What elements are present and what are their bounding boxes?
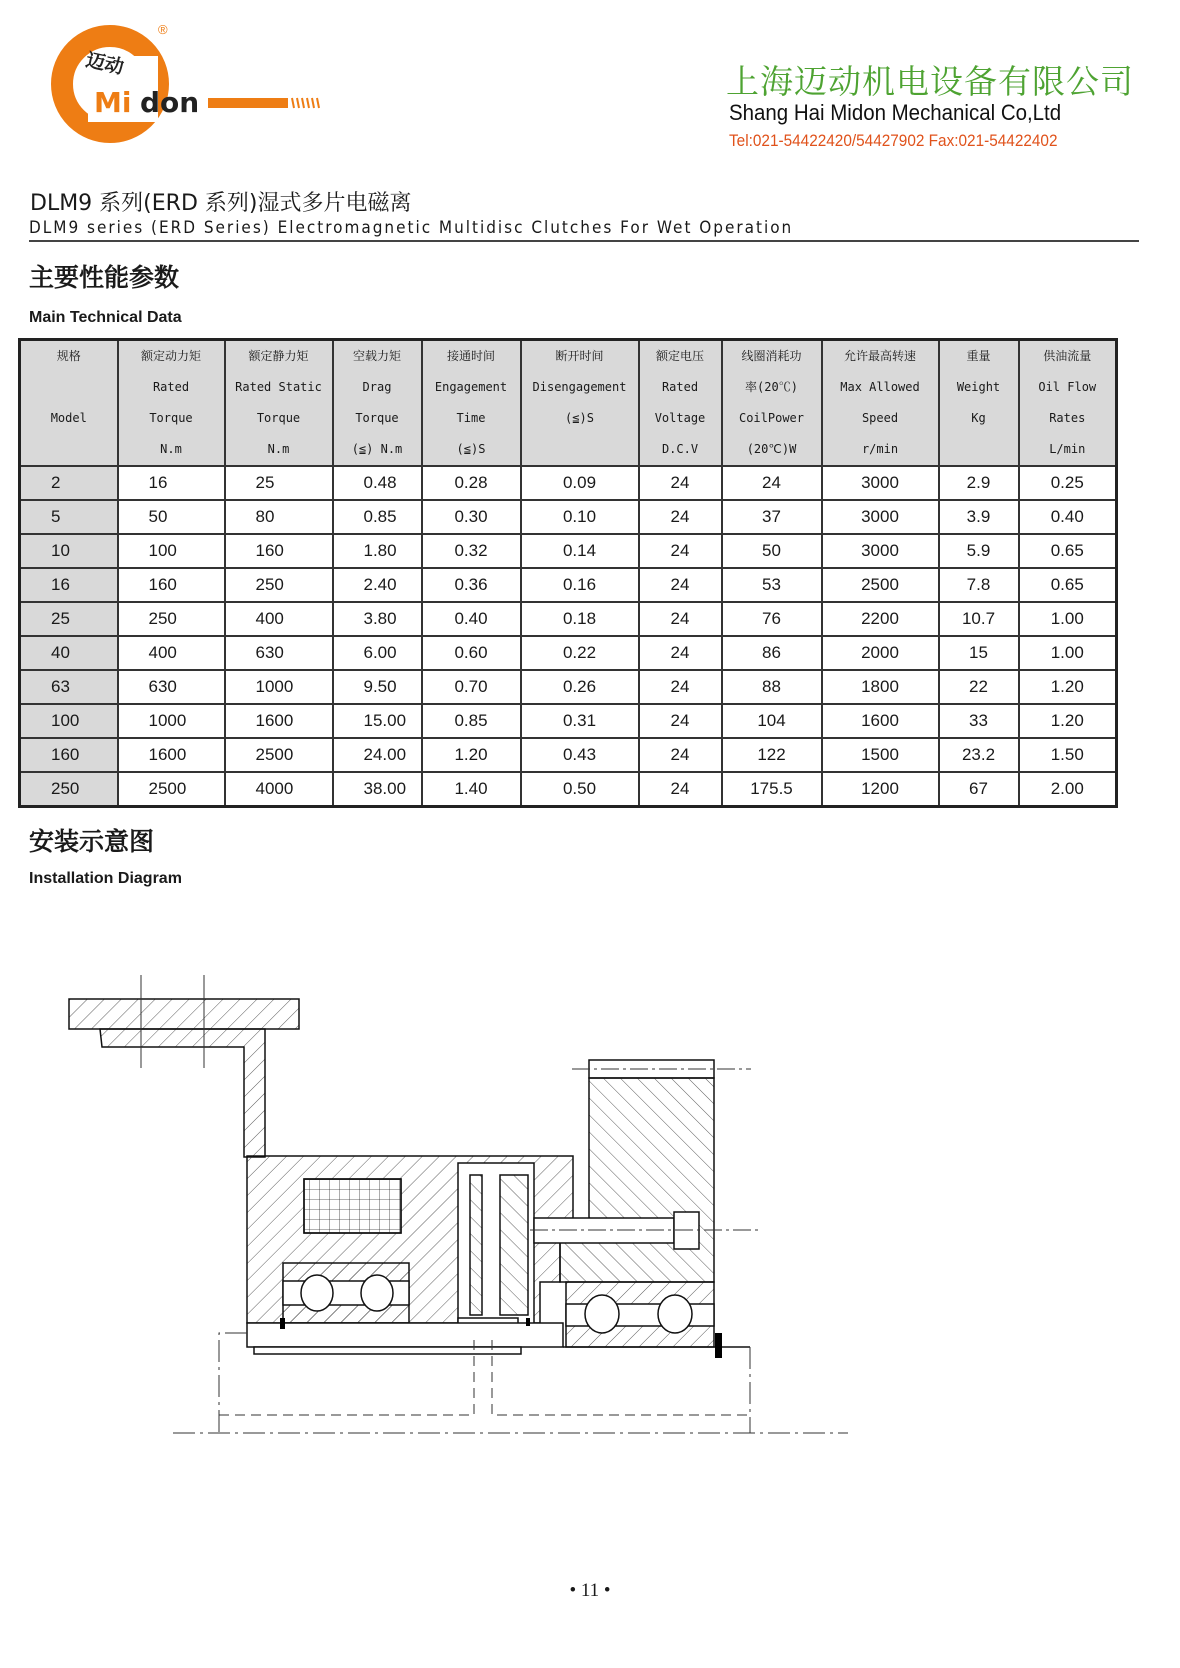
table-cell: 0.25 (1019, 466, 1117, 500)
column-header-line: Disengagement (532, 380, 627, 394)
svg-text:迈动: 迈动 (83, 49, 126, 79)
table-cell: 1.00 (1019, 636, 1117, 670)
table-cell: 1.20 (1019, 704, 1117, 738)
table-cell: 3000 (822, 466, 939, 500)
table-row (20, 772, 1117, 807)
table-cell: 630 (118, 670, 225, 704)
bolt (534, 1212, 699, 1249)
column-header (722, 340, 822, 467)
table-cell: 100 (118, 534, 225, 568)
table-cell: 0.65 (1019, 568, 1117, 602)
table-cell: 24 (639, 636, 722, 670)
table-cell: 250 (118, 602, 225, 636)
table-row (20, 534, 1117, 568)
model-cell: 25 (20, 602, 118, 636)
column-header (521, 340, 639, 467)
table-cell: 630 (225, 636, 333, 670)
table-cell: 23.2 (939, 738, 1019, 772)
column-header-line: 重量 (966, 349, 991, 363)
column-header-line: Engagement (434, 380, 508, 394)
column-header-line: (≦)S (456, 442, 486, 456)
table-cell: 2500 (118, 772, 225, 807)
column-header-line: 率(20℃) (745, 380, 798, 394)
table-cell: 24 (639, 568, 722, 602)
table-cell: 2.00 (1019, 772, 1117, 807)
table-cell: 53 (722, 568, 822, 602)
table-cell: 22 (939, 670, 1019, 704)
model-cell: 100 (20, 704, 118, 738)
column-header-line: 规格 (56, 349, 81, 363)
model-cell: 40 (20, 636, 118, 670)
table-cell: 2.40 (333, 568, 422, 602)
table-cell: 33 (939, 704, 1019, 738)
table-cell: 0.65 (1019, 534, 1117, 568)
table-row (20, 704, 1117, 738)
column-header-line: Max Allowed (840, 380, 920, 394)
column-header-line: CoilPower (738, 411, 805, 425)
column-header-line: N.m (160, 442, 182, 456)
table-row (20, 500, 1117, 534)
installation-heading-cn: 安装示意图 (29, 827, 155, 856)
column-header-line: Voltage (654, 411, 706, 425)
column-header-line: D.C.V (661, 442, 699, 456)
table-cell: 24 (722, 466, 822, 500)
table-cell: 400 (225, 602, 333, 636)
model-cell: 10 (20, 534, 118, 568)
table-cell: 10.7 (939, 602, 1019, 636)
column-header (20, 340, 118, 467)
table-cell: 24.00 (333, 738, 422, 772)
table-cell: 1600 (822, 704, 939, 738)
column-header-line: Torque (256, 411, 301, 425)
table-cell: 160 (118, 568, 225, 602)
table-cell: 86 (722, 636, 822, 670)
table-cell: 24 (639, 466, 722, 500)
model-cell: 5 (20, 500, 118, 534)
table-header-row (20, 340, 1117, 467)
column-header-line (522, 434, 638, 465)
table-cell: 0.32 (422, 534, 521, 568)
technical-data-table (18, 338, 1118, 808)
table-cell: 160 (225, 534, 333, 568)
table-cell: 3.9 (939, 500, 1019, 534)
column-header-line: 允许最高转速 (843, 349, 916, 363)
column-header-line: 额定静力矩 (248, 349, 309, 363)
column-header-line: 额定动力矩 (140, 349, 201, 363)
table-cell: 175.5 (722, 772, 822, 807)
model-cell: 63 (20, 670, 118, 704)
table-cell: 1.40 (422, 772, 521, 807)
table-cell: 16 (118, 466, 225, 500)
table-cell: 0.50 (521, 772, 639, 807)
table-cell: 0.85 (422, 704, 521, 738)
table-cell: 50 (118, 500, 225, 534)
table-cell: 250 (225, 568, 333, 602)
table-cell: 0.85 (333, 500, 422, 534)
column-header-line: Weight (956, 380, 1001, 394)
table-cell: 400 (118, 636, 225, 670)
table-cell: 0.09 (521, 466, 639, 500)
table-cell: 76 (722, 602, 822, 636)
table-cell: 2200 (822, 602, 939, 636)
column-header-line: r/min (861, 442, 899, 456)
table-cell: 122 (722, 738, 822, 772)
contact-info: Tel:021-54422420/54427902 Fax:021-54422402 (729, 132, 1058, 150)
table-cell: 2500 (225, 738, 333, 772)
table-row (20, 636, 1117, 670)
table-cell: 104 (722, 704, 822, 738)
table-cell: 0.40 (422, 602, 521, 636)
column-header-line (940, 434, 1018, 465)
model-cell: 2 (20, 466, 118, 500)
table-cell: 0.26 (521, 670, 639, 704)
specs-heading-en: Main Technical Data (29, 309, 182, 326)
table-cell: 2500 (822, 568, 939, 602)
table-cell: 0.22 (521, 636, 639, 670)
table-row (20, 738, 1117, 772)
table-cell: 1.00 (1019, 602, 1117, 636)
bearing-right (566, 1282, 714, 1347)
column-header-line: 接通时间 (446, 349, 495, 363)
table-cell: 0.40 (1019, 500, 1117, 534)
table-cell: 24 (639, 534, 722, 568)
table-row (20, 568, 1117, 602)
table-cell: 5.9 (939, 534, 1019, 568)
table-cell: 50 (722, 534, 822, 568)
table-cell: 24 (639, 602, 722, 636)
table-cell: 38.00 (333, 772, 422, 807)
mounting-plate (69, 999, 299, 1157)
table-cell: 1.20 (422, 738, 521, 772)
table-cell: 2.9 (939, 466, 1019, 500)
column-header-line: Torque (355, 411, 399, 425)
company-name-en: Shang Hai Midon Mechanical Co,Ltd (729, 100, 1062, 125)
svg-text:don: don (140, 86, 200, 119)
installation-heading-en: Installation Diagram (29, 870, 182, 887)
column-header-line: Time (456, 411, 486, 425)
table-cell: 1.20 (1019, 670, 1117, 704)
document-title-cn: DLM9 系列(ERD 系列)湿式多片电磁离 (30, 191, 412, 216)
table-cell: 0.70 (422, 670, 521, 704)
table-cell: 67 (939, 772, 1019, 807)
column-header-line: Rates (1049, 411, 1086, 425)
column-header-line: (20℃)W (746, 442, 797, 456)
table-cell: 6.00 (333, 636, 422, 670)
table-cell: 0.18 (521, 602, 639, 636)
table-cell: 1200 (822, 772, 939, 807)
column-header (1019, 340, 1117, 467)
column-header (225, 340, 333, 467)
table-cell: 1600 (225, 704, 333, 738)
column-header (639, 340, 722, 467)
table-cell: 24 (639, 500, 722, 534)
company-name-cn: 上海迈动机电设备有限公司 (726, 62, 1134, 101)
table-cell: 0.10 (521, 500, 639, 534)
table-cell: 0.31 (521, 704, 639, 738)
table-cell: 0.60 (422, 636, 521, 670)
column-header-line: Rated (152, 380, 190, 394)
column-header-line (21, 372, 117, 403)
table-cell: 24 (639, 772, 722, 807)
bearing-left (283, 1263, 409, 1323)
table-cell: 0.16 (521, 568, 639, 602)
table-cell: 0.30 (422, 500, 521, 534)
column-header (422, 340, 521, 467)
model-cell: 250 (20, 772, 118, 807)
table-cell: 0.48 (333, 466, 422, 500)
column-header-line: L/min (1049, 442, 1086, 456)
column-header (118, 340, 225, 467)
installation-diagram (0, 960, 880, 1460)
table-cell: 3000 (822, 500, 939, 534)
table-cell: 88 (722, 670, 822, 704)
table-cell: 15.00 (333, 704, 422, 738)
table-cell: 7.8 (939, 568, 1019, 602)
page-number: • 11 • (569, 1580, 611, 1601)
column-header (822, 340, 939, 467)
model-cell: 16 (20, 568, 118, 602)
svg-text:Mi: Mi (94, 86, 132, 119)
table-cell: 25 (225, 466, 333, 500)
table-cell: 80 (225, 500, 333, 534)
table-cell: 3.80 (333, 602, 422, 636)
column-header-line: Kg (971, 411, 986, 425)
column-header (333, 340, 422, 467)
table-cell: 1600 (118, 738, 225, 772)
column-header-line (21, 434, 117, 465)
table-cell: 1000 (225, 670, 333, 704)
table-cell: 2000 (822, 636, 939, 670)
table-cell: 15 (939, 636, 1019, 670)
table-cell: 0.28 (422, 466, 521, 500)
table-cell: 24 (639, 704, 722, 738)
column-header-line: Speed (861, 411, 899, 425)
specs-heading-cn: 主要性能参数 (29, 263, 180, 292)
title-divider (29, 240, 1139, 242)
column-header-line: 线圈消耗功 (741, 349, 802, 363)
document-title-en: DLM9 series (ERD Series) Electromagnetic Multidisc Clutches For Wet Operation (29, 218, 794, 238)
table-cell: 1000 (118, 704, 225, 738)
table-cell: 1.50 (1019, 738, 1117, 772)
column-header-line: Oil Flow (1038, 380, 1097, 394)
column-header-line: 断开时间 (555, 349, 604, 363)
model-cell: 160 (20, 738, 118, 772)
column-header-line: N.m (267, 442, 290, 456)
table-cell: 1.80 (333, 534, 422, 568)
table-cell: 0.36 (422, 568, 521, 602)
table-cell: 4000 (225, 772, 333, 807)
column-header-line: 空载力矩 (352, 349, 401, 363)
column-header-line: (≦)S (565, 411, 594, 425)
table-cell: 1800 (822, 670, 939, 704)
midon-logo (48, 22, 348, 152)
column-header-line: Model (50, 411, 87, 425)
table-cell: 0.14 (521, 534, 639, 568)
table-row (20, 602, 1117, 636)
column-header-line: (≦) N.m (351, 442, 403, 456)
table-row (20, 466, 1117, 500)
table-cell: 37 (722, 500, 822, 534)
table-cell: 9.50 (333, 670, 422, 704)
column-header-line: Rated (661, 380, 699, 394)
column-header-line: 供油流量 (1043, 349, 1092, 363)
column-header-line: Rated Static (235, 380, 322, 394)
table-cell: 24 (639, 738, 722, 772)
column-header-line: 额定电压 (655, 349, 704, 363)
table-cell: 1500 (822, 738, 939, 772)
column-header-line: Drag (362, 380, 392, 394)
table-cell: 3000 (822, 534, 939, 568)
table-cell: 24 (639, 670, 722, 704)
column-header (939, 340, 1019, 467)
column-header-line: Torque (149, 411, 193, 425)
table-cell: 0.43 (521, 738, 639, 772)
svg-text:®: ® (158, 22, 168, 37)
table-row (20, 670, 1117, 704)
